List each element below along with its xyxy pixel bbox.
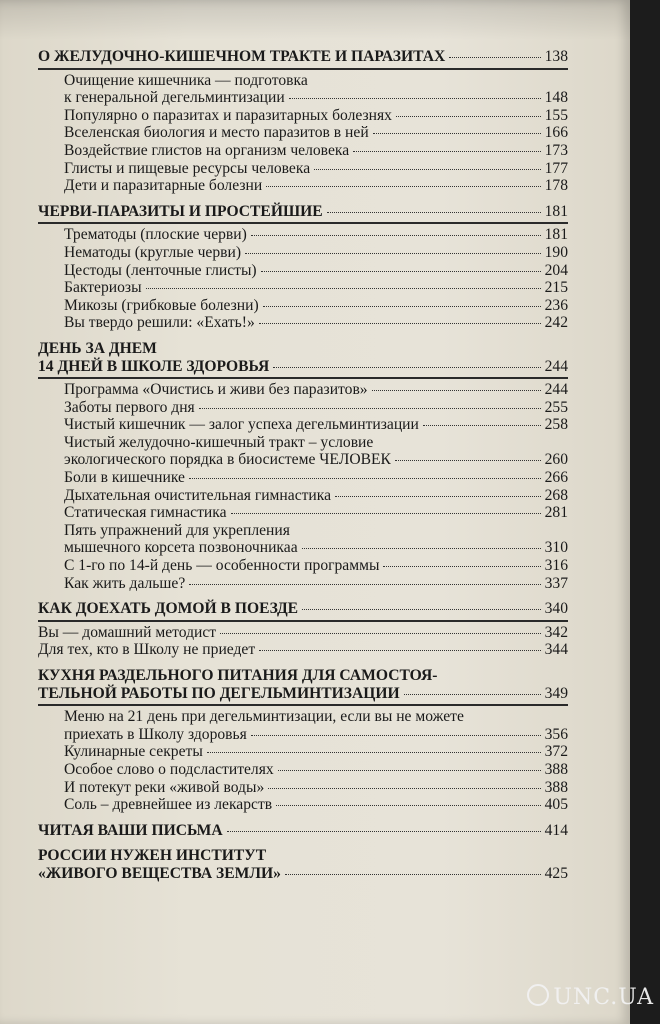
section-title: [38, 822, 568, 840]
dot-leader: [285, 874, 541, 875]
toc-entry-text: И потекут реки «живой воды»: [64, 778, 265, 796]
page-number: 173: [544, 141, 568, 159]
toc-entry: [38, 399, 568, 417]
toc-entry: [38, 708, 568, 743]
toc-entry: [38, 434, 568, 469]
dot-leader: [302, 548, 541, 549]
toc-entry: [38, 416, 568, 434]
section-title-text: ЧИТАЯ ВАШИ ПИСЬМА: [38, 821, 223, 839]
page-number: 178: [544, 177, 568, 195]
page-number: 255: [544, 398, 568, 416]
page-number: 258: [544, 416, 568, 434]
toc-entry: [38, 487, 568, 505]
section-divider: [38, 620, 568, 622]
page-number: 260: [544, 451, 568, 469]
section-title-row: [38, 865, 568, 883]
toc-entry-row: [64, 726, 568, 744]
toc-entry: [38, 177, 568, 195]
toc-section: [38, 822, 568, 840]
dot-leader: [396, 116, 541, 117]
dot-leader: [227, 831, 541, 832]
dot-leader: [383, 566, 540, 567]
toc-entry-text: Микозы (грибковые болезни): [64, 296, 259, 314]
watermark-logo-icon: [527, 984, 549, 1006]
page-number: 138: [544, 48, 568, 65]
toc-entry: [38, 142, 568, 160]
toc-entry-row: [38, 624, 568, 642]
toc-entry: [38, 279, 568, 297]
section-title-row: [38, 48, 568, 66]
dot-leader: [251, 735, 541, 736]
page-number: 181: [544, 202, 568, 220]
section-title-text: «ЖИВОГО ВЕЩЕСТВА ЗЕМЛИ»: [38, 864, 281, 882]
toc-section: [38, 203, 568, 332]
toc-entry-row: [64, 160, 568, 178]
dot-leader: [423, 425, 541, 426]
toc-entry-row: [64, 244, 568, 262]
toc-entry-row: [64, 779, 568, 797]
toc-entry-text: приехать в Школу здоровья: [64, 725, 247, 743]
page-number: 344: [544, 641, 568, 659]
toc-entry-row: [64, 539, 568, 557]
dot-leader: [231, 513, 541, 514]
section-title-text: КУХНЯ РАЗДЕЛЬНОГО ПИТАНИЯ ДЛЯ САМОСТОЯ-: [38, 667, 438, 684]
toc-entry-text: Нематоды (круглые черви): [64, 243, 242, 261]
toc-entry-text: Дети и паразитарные болезни: [64, 177, 263, 195]
section-title-text: 14 ДНЕЙ В ШКОЛЕ ЗДОРОВЬЯ: [38, 357, 270, 375]
table-of-contents: [38, 48, 568, 891]
toc-entry-row: [64, 451, 568, 469]
toc-entry-text: мышечного корсета позвоночникаа: [64, 539, 298, 557]
toc-section: [38, 48, 568, 195]
page-number: 215: [544, 279, 568, 297]
toc-entry-text: Чистый кишечник — залог успеха дегельминтизации: [64, 416, 419, 434]
toc-entry-row: [64, 226, 568, 244]
page-number: 190: [544, 243, 568, 261]
dot-leader: [314, 169, 540, 170]
toc-entry-text: С 1-го по 14-й день — особенности программы: [64, 557, 380, 575]
toc-entry-row: [64, 279, 568, 297]
toc-entry-row: [64, 142, 568, 160]
toc-entry-text: Воздействие глистов на организм человека: [64, 141, 350, 159]
toc-entry-text: Цестоды (ленточные глисты): [64, 261, 257, 279]
dot-leader: [259, 323, 541, 324]
section-title-text: КАК ДОЕХАТЬ ДОМОЙ В ПОЕЗДЕ: [38, 600, 299, 618]
toc-entry-row: [64, 381, 568, 399]
page-number: 310: [544, 539, 568, 557]
toc-entry: [38, 504, 568, 522]
dot-leader: [327, 212, 541, 213]
dot-leader: [199, 408, 541, 409]
toc-entry-text: Особое слово о подсластителях: [64, 760, 274, 778]
toc-entry: [38, 262, 568, 280]
section-title: [38, 667, 568, 702]
toc-entry: [38, 575, 568, 593]
toc-entry: [38, 743, 568, 761]
page-number: 337: [544, 574, 568, 592]
toc-entry-row: [64, 297, 568, 315]
toc-entry: [38, 314, 568, 332]
toc-entry: [38, 107, 568, 125]
toc-entry-text: Боли в кишечнике: [64, 469, 185, 487]
toc-entry-row: [64, 487, 568, 505]
page-number: 425: [544, 864, 568, 882]
toc-entry: [38, 244, 568, 262]
toc-entry-row: [64, 262, 568, 280]
dot-leader: [251, 235, 541, 236]
toc-entry-row: [64, 89, 568, 107]
page-number: 414: [544, 821, 568, 839]
section-title-text: О ЖЕЛУДОЧНО-КИШЕЧНОМ ТРАКТЕ И ПАРАЗИТАХ: [38, 48, 446, 65]
toc-entry: [38, 557, 568, 575]
toc-entry-text: Программа «Очистись и живи без паразитов»: [64, 381, 368, 399]
toc-entry-row: [64, 761, 568, 779]
dot-leader: [289, 98, 541, 99]
page-number: 342: [544, 623, 568, 641]
toc-entry-row: [64, 107, 568, 125]
page-number: 204: [544, 261, 568, 279]
dot-leader: [146, 288, 541, 289]
toc-entry: [38, 381, 568, 399]
section-divider: [38, 222, 568, 224]
dot-leader: [268, 788, 540, 789]
toc-entry: [38, 761, 568, 779]
section-divider: [38, 377, 568, 379]
page-number: 244: [544, 381, 568, 399]
watermark: [527, 984, 654, 1010]
toc-entry-row: [64, 177, 568, 195]
page-number: 155: [544, 106, 568, 124]
section-title-row: [38, 203, 568, 221]
toc-entry: [38, 779, 568, 797]
section-title: [38, 847, 568, 882]
page-number: 349: [544, 684, 568, 702]
page-number: 316: [544, 557, 568, 575]
toc-entry-text: экологического порядка в биосистеме ЧЕЛОВЕК: [64, 451, 391, 469]
dot-leader: [302, 609, 541, 610]
toc-entry-text: Пять упражнений для укрепления: [64, 521, 290, 539]
watermark-text: UNC.UA: [553, 985, 654, 1010]
section-title: [38, 600, 568, 618]
dot-leader: [261, 271, 541, 272]
section-title-text: ТЕЛЬНОЙ РАБОТЫ ПО ДЕГЕЛЬМИНТИЗАЦИИ: [38, 684, 400, 702]
dot-leader: [220, 633, 541, 634]
toc-section: [38, 667, 568, 814]
section-divider: [38, 68, 568, 70]
dot-leader: [278, 770, 541, 771]
dot-leader: [373, 133, 541, 134]
page-number: 181: [544, 226, 568, 244]
section-title: [38, 203, 568, 221]
toc-entry-text: Глисты и пищевые ресурсы человека: [64, 159, 311, 177]
page-number: 242: [544, 314, 568, 332]
toc-entry-text: Соль – древнейшее из лекарств: [64, 796, 273, 814]
toc-entry-row: [38, 641, 568, 659]
dot-leader: [189, 478, 541, 479]
toc-entry-text: Статическая гимнастика: [64, 504, 227, 522]
toc-entry-text: Вы твердо решили: «Ехать!»: [64, 314, 255, 332]
toc-entry-text: Кулинарные секреты: [64, 743, 203, 761]
toc-entry-text: Дыхательная очистительная гимнастика: [64, 486, 332, 504]
page-number: 388: [544, 760, 568, 778]
section-title-row: [38, 358, 568, 376]
section-title: [38, 48, 568, 66]
toc-entry-row: [64, 124, 568, 142]
toc-entry: [38, 72, 568, 107]
toc-entry-row: [64, 504, 568, 522]
toc-entry-row: [64, 314, 568, 332]
toc-entry-text: Вселенская биология и место паразитов в ней: [64, 124, 369, 142]
toc-entry: [38, 469, 568, 487]
dot-leader: [449, 57, 540, 58]
toc-entry: [38, 226, 568, 244]
section-title-row: [38, 685, 568, 703]
toc-entry-row: [64, 575, 568, 593]
toc-entry-row: [64, 796, 568, 814]
toc-entry-text: к генеральной дегельминтизации: [64, 89, 285, 107]
toc-entry-row: [64, 469, 568, 487]
page-number: 268: [544, 486, 568, 504]
toc-entry-text: Трематоды (плоские черви): [64, 226, 247, 244]
toc-entry-row: [64, 399, 568, 417]
toc-entry: [38, 796, 568, 814]
toc-entry-text: Очищение кишечника — подготовка: [64, 71, 308, 89]
page-number: 372: [544, 743, 568, 761]
page-number: 281: [544, 504, 568, 522]
dot-leader: [395, 460, 541, 461]
dot-leader: [372, 390, 541, 391]
section-title-row: [38, 822, 568, 840]
page-number: 388: [544, 778, 568, 796]
toc-entry: [38, 297, 568, 315]
dot-leader: [276, 805, 540, 806]
page-number: 244: [544, 357, 568, 375]
section-divider: [38, 704, 568, 706]
toc-entry-row: [64, 416, 568, 434]
toc-entry-text: Бактериозы: [64, 279, 142, 297]
section-title: [38, 340, 568, 375]
dot-leader: [259, 650, 540, 651]
page-number: 405: [544, 796, 568, 814]
toc-entry-row: [64, 557, 568, 575]
toc-section: [38, 600, 568, 659]
page-number: 236: [544, 296, 568, 314]
dot-leader: [207, 752, 541, 753]
page-number: 177: [544, 159, 568, 177]
page-number: 356: [544, 725, 568, 743]
toc-entry-text: Вы — домашний методист: [38, 623, 217, 641]
section-title-text: ДЕНЬ ЗА ДНЕМ: [38, 339, 157, 357]
toc-entry: [38, 624, 568, 642]
toc-entry: [38, 124, 568, 142]
dot-leader: [245, 253, 541, 254]
dot-leader: [266, 186, 540, 187]
dot-leader: [335, 496, 541, 497]
toc-entry-text: Чистый желудочно-кишечный тракт – условие: [64, 433, 374, 451]
page-number: 166: [544, 124, 568, 142]
toc-entry: [38, 160, 568, 178]
page-number: 266: [544, 469, 568, 487]
section-title-text: ЧЕРВИ-ПАРАЗИТЫ И ПРОСТЕЙШИЕ: [38, 202, 323, 220]
section-title-text: РОССИИ НУЖЕН ИНСТИТУТ: [38, 847, 267, 865]
dot-leader: [189, 584, 540, 585]
toc-entry-text: Как жить дальше?: [64, 574, 186, 592]
toc-section: [38, 340, 568, 592]
toc-entry: [38, 641, 568, 659]
dot-leader: [263, 306, 541, 307]
toc-entry: [38, 522, 568, 557]
toc-entry-text: Заботы первого дня: [64, 398, 195, 416]
dot-leader: [353, 151, 540, 152]
toc-section: [38, 847, 568, 882]
section-title-row: [38, 600, 568, 618]
toc-entry-row: [64, 743, 568, 761]
toc-entry-text: Популярно о паразитах и паразитарных болезнях: [64, 106, 392, 124]
dot-leader: [404, 694, 541, 695]
page-number: 340: [544, 600, 568, 618]
page-number: 148: [544, 89, 568, 107]
dot-leader: [273, 367, 540, 368]
toc-entry-text: Для тех, кто в Школу не приедет: [38, 641, 256, 659]
toc-entry-text: Меню на 21 день при дегельминтизации, если вы не можете: [64, 708, 464, 726]
